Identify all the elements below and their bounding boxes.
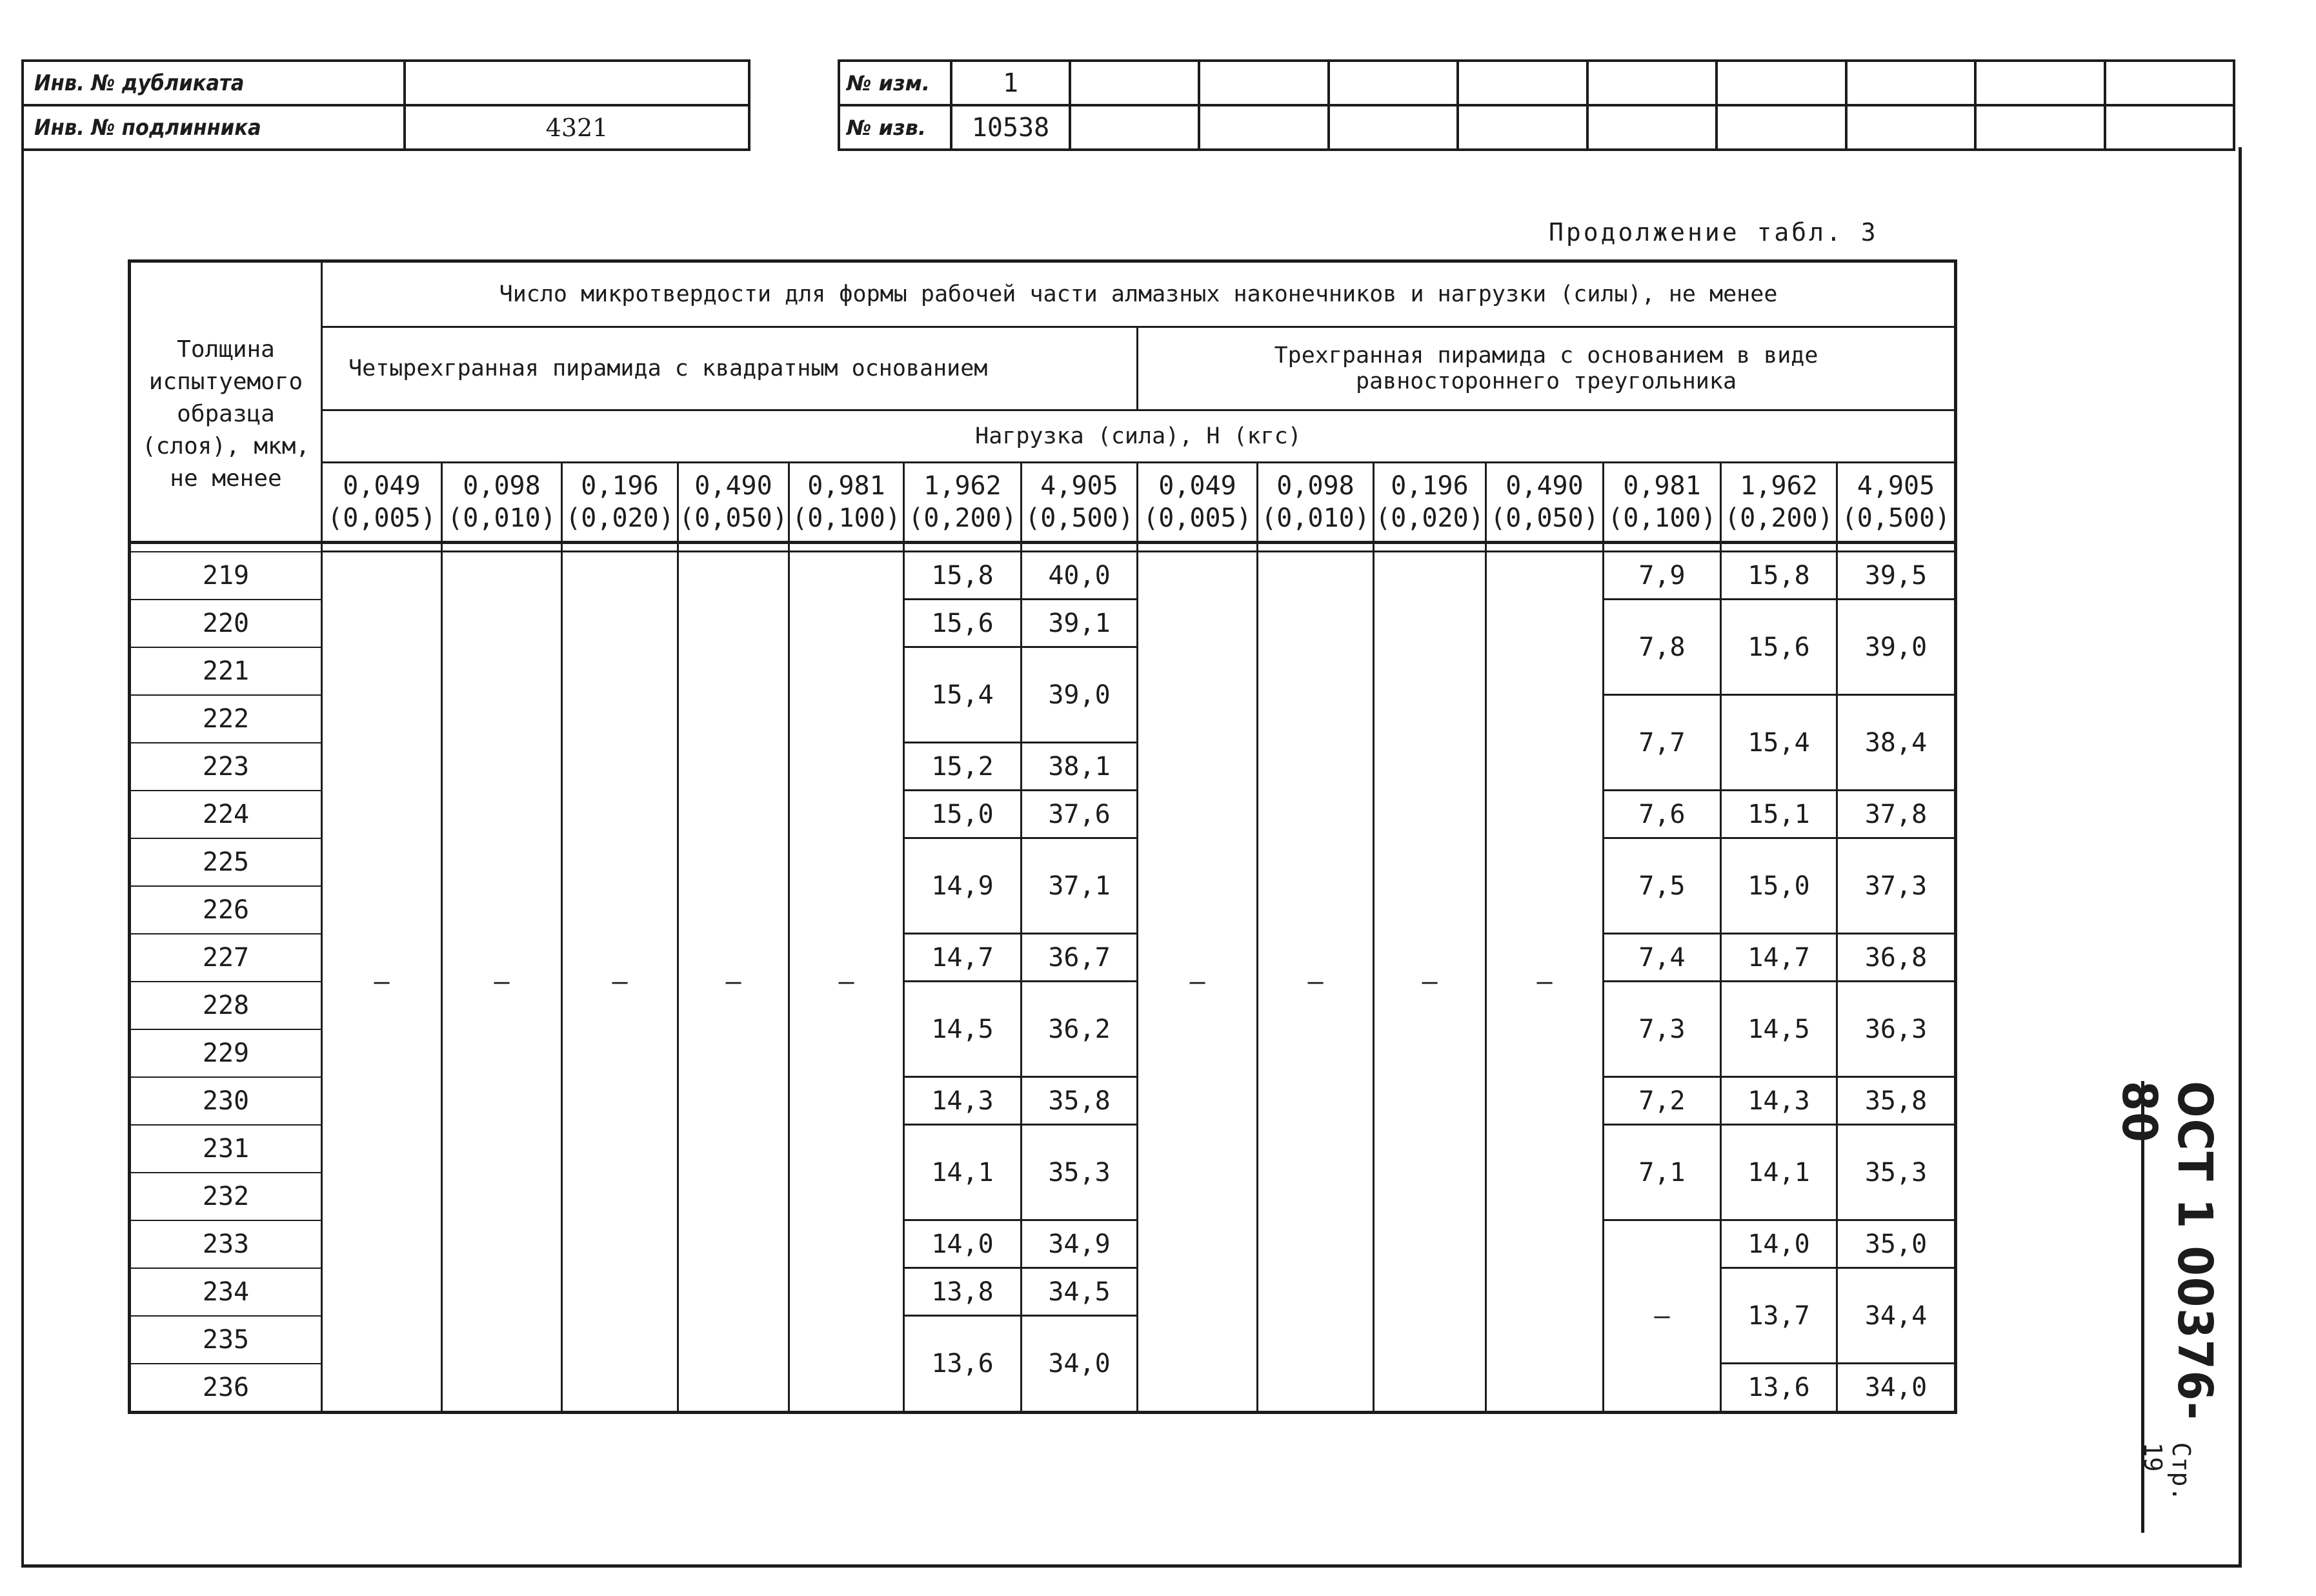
load-newton: 1,962 [923,471,1002,501]
duplicate-inventory-label: Инв. № дубликата [23,61,405,105]
triangle-1962-value: 14,7 [1721,934,1837,982]
triangle-4905-value: 35,8 [1837,1077,1956,1125]
thickness-cell: 231 [130,1125,322,1173]
square-4905-value: 35,8 [1022,1077,1138,1125]
triangle-4905-value: 39,5 [1837,552,1956,600]
triangle-4905-value: 39,0 [1837,600,1956,695]
load-column-header [678,463,789,543]
thickness-cell: 225 [130,838,322,886]
square-1962-value: 14,5 [904,982,1022,1077]
square-4905-value: 38,1 [1022,743,1138,791]
square-1962-value: 15,0 [904,791,1022,838]
load-column-header [1374,463,1486,543]
page-number: Стр. 19 [2139,1442,2195,1502]
load-column-header [1837,463,1956,543]
thickness-header: Толщина испытуемого образца (слоя), мкм, не менее [130,261,322,543]
load-kgf: (0,005) [1143,503,1252,533]
load-column-header [789,463,904,543]
table-caption: Продолжение табл. 3 [1549,218,1878,247]
load-newton: 0,049 [1158,471,1236,501]
load-column-header [904,463,1022,543]
load-newton: 0,098 [1276,471,1354,501]
triangle-1962-value: 15,0 [1721,838,1837,934]
load-column-header [1258,463,1374,543]
triangle-1962-value: 14,3 [1721,1077,1837,1125]
triangle-1962-value: 14,1 [1721,1125,1837,1220]
square-1962-value: 14,1 [904,1125,1022,1220]
load-header: Нагрузка (сила), Н (кгс) [322,410,1956,463]
triangle-pyramid-header: Трехгранная пирамида с основанием в виде равностороннего треугольника [1138,327,1956,410]
thickness-cell: 222 [130,695,322,743]
notice-number-label: № изв. [839,105,951,150]
triangle-0981-value: 7,8 [1604,600,1721,695]
load-kgf: (0,020) [1375,503,1484,533]
empty-value-dash: – [1486,552,1604,1413]
designation-strip [2111,1081,2222,1533]
microhardness-table [128,259,1957,1414]
square-4905-value: 39,1 [1022,600,1138,647]
thickness-cell: 220 [130,600,322,647]
thickness-cell: 226 [130,886,322,934]
load-column-header [1604,463,1721,543]
thickness-cell: 228 [130,982,322,1029]
load-newton: 0,196 [581,471,659,501]
triangle-4905-value: 34,4 [1837,1268,1956,1364]
triangle-0981-value: 7,5 [1604,838,1721,934]
load-kgf: (0,200) [908,503,1017,533]
triangle-0981-value: 7,9 [1604,552,1721,600]
triangle-0981-value: 7,6 [1604,791,1721,838]
square-1962-value: 14,0 [904,1220,1022,1268]
revision-stamp [838,59,2235,151]
empty-value-dash: – [1258,552,1374,1413]
original-inventory-value: 4321 [405,105,749,150]
triangle-1962-value: 15,8 [1721,552,1837,600]
square-4905-value: 34,9 [1022,1220,1138,1268]
square-1962-value: 13,6 [904,1316,1022,1413]
original-inventory-label: Инв. № подлинника [23,105,405,150]
empty-value-dash: – [562,552,678,1413]
thickness-cell: 230 [130,1077,322,1125]
thickness-cell: 233 [130,1220,322,1268]
change-number-label: № изм. [839,61,951,105]
load-kgf: (0,500) [1841,503,1951,533]
load-column-header [1721,463,1837,543]
load-newton: 1,962 [1740,471,1818,501]
square-1962-value: 14,3 [904,1077,1022,1125]
thickness-cell: 224 [130,791,322,838]
square-1962-value: 15,6 [904,600,1022,647]
triangle-1962-value: 13,7 [1721,1268,1837,1364]
triangle-4905-value: 35,3 [1837,1125,1956,1220]
load-kgf: (0,200) [1724,503,1833,533]
triangle-4905-value: 36,3 [1837,982,1956,1077]
triangle-0981-value: 7,2 [1604,1077,1721,1125]
main-header: Число микротвердости для формы рабочей части алмазных наконечников и нагрузки (силы), не менее [322,261,1956,327]
load-newton: 0,490 [1505,471,1584,501]
square-4905-value: 39,0 [1022,647,1138,743]
empty-value-dash: – [789,552,904,1413]
thickness-cell: 236 [130,1364,322,1413]
load-column-header [562,463,678,543]
triangle-4905-value: 37,3 [1837,838,1956,934]
triangle-0981-value: 7,1 [1604,1125,1721,1220]
square-1962-value: 13,8 [904,1268,1022,1316]
change-number-value: 1 [951,61,1070,105]
inventory-stamp [21,59,750,151]
empty-value-dash: – [1374,552,1486,1413]
document-designation: ОСТ 1 00376-80 [2111,1081,2222,1421]
empty-value-dash: – [442,552,562,1413]
square-4905-value: 36,2 [1022,982,1138,1077]
load-newton: 0,981 [1623,471,1701,501]
triangle-1962-value: 14,5 [1721,982,1837,1077]
thickness-cell: 219 [130,552,322,600]
square-1962-value: 15,2 [904,743,1022,791]
thickness-cell: 229 [130,1029,322,1077]
load-newton: 4,905 [1857,471,1935,501]
triangle-1962-value: 15,1 [1721,791,1837,838]
load-kgf: (0,050) [679,503,788,533]
thickness-cell: 235 [130,1316,322,1364]
load-newton: 0,981 [807,471,885,501]
square-4905-value: 36,7 [1022,934,1138,982]
square-1962-value: 14,9 [904,838,1022,934]
triangle-0981-value: 7,3 [1604,982,1721,1077]
load-kgf: (0,010) [1261,503,1370,533]
load-column-header [1138,463,1258,543]
notice-number-value: 10538 [951,105,1070,150]
triangle-0981-value: 7,7 [1604,695,1721,791]
load-kgf: (0,050) [1490,503,1599,533]
triangle-0981-value: 7,4 [1604,934,1721,982]
thickness-cell: 221 [130,647,322,695]
load-newton: 0,098 [463,471,541,501]
load-column-header [1022,463,1138,543]
triangle-4905-value: 34,0 [1837,1364,1956,1413]
empty-value-dash: – [1604,1220,1721,1413]
empty-value-dash: – [322,552,442,1413]
load-newton: 4,905 [1040,471,1118,501]
triangle-1962-value: 15,6 [1721,600,1837,695]
load-newton: 0,490 [694,471,772,501]
square-4905-value: 37,6 [1022,791,1138,838]
load-kgf: (0,100) [1607,503,1717,533]
load-kgf: (0,020) [565,503,674,533]
load-newton: 0,049 [343,471,421,501]
load-kgf: (0,500) [1025,503,1134,533]
square-1962-value: 14,7 [904,934,1022,982]
triangle-1962-value: 14,0 [1721,1220,1837,1268]
square-4905-value: 40,0 [1022,552,1138,600]
triangle-4905-value: 37,8 [1837,791,1956,838]
table-row [130,552,1956,600]
square-4905-value: 34,5 [1022,1268,1138,1316]
load-newton: 0,196 [1391,471,1469,501]
square-1962-value: 15,8 [904,552,1022,600]
load-kgf: (0,010) [447,503,556,533]
load-column-header [322,463,442,543]
triangle-4905-value: 38,4 [1837,695,1956,791]
square-4905-value: 35,3 [1022,1125,1138,1220]
square-4905-value: 34,0 [1022,1316,1138,1413]
empty-value-dash: – [1138,552,1258,1413]
square-4905-value: 37,1 [1022,838,1138,934]
triangle-1962-value: 15,4 [1721,695,1837,791]
square-1962-value: 15,4 [904,647,1022,743]
thickness-cell: 232 [130,1173,322,1220]
thickness-cell: 227 [130,934,322,982]
load-kgf: (0,005) [327,503,436,533]
thickness-cell: 234 [130,1268,322,1316]
load-column-header [442,463,562,543]
triangle-4905-value: 36,8 [1837,934,1956,982]
load-column-header [1486,463,1604,543]
empty-value-dash: – [678,552,789,1413]
thickness-cell: 223 [130,743,322,791]
load-kgf: (0,100) [792,503,901,533]
triangle-4905-value: 35,0 [1837,1220,1956,1268]
duplicate-inventory-value [405,61,749,105]
triangle-1962-value: 13,6 [1721,1364,1837,1413]
square-pyramid-header: Четырехгранная пирамида с квадратным основанием [322,327,1138,410]
